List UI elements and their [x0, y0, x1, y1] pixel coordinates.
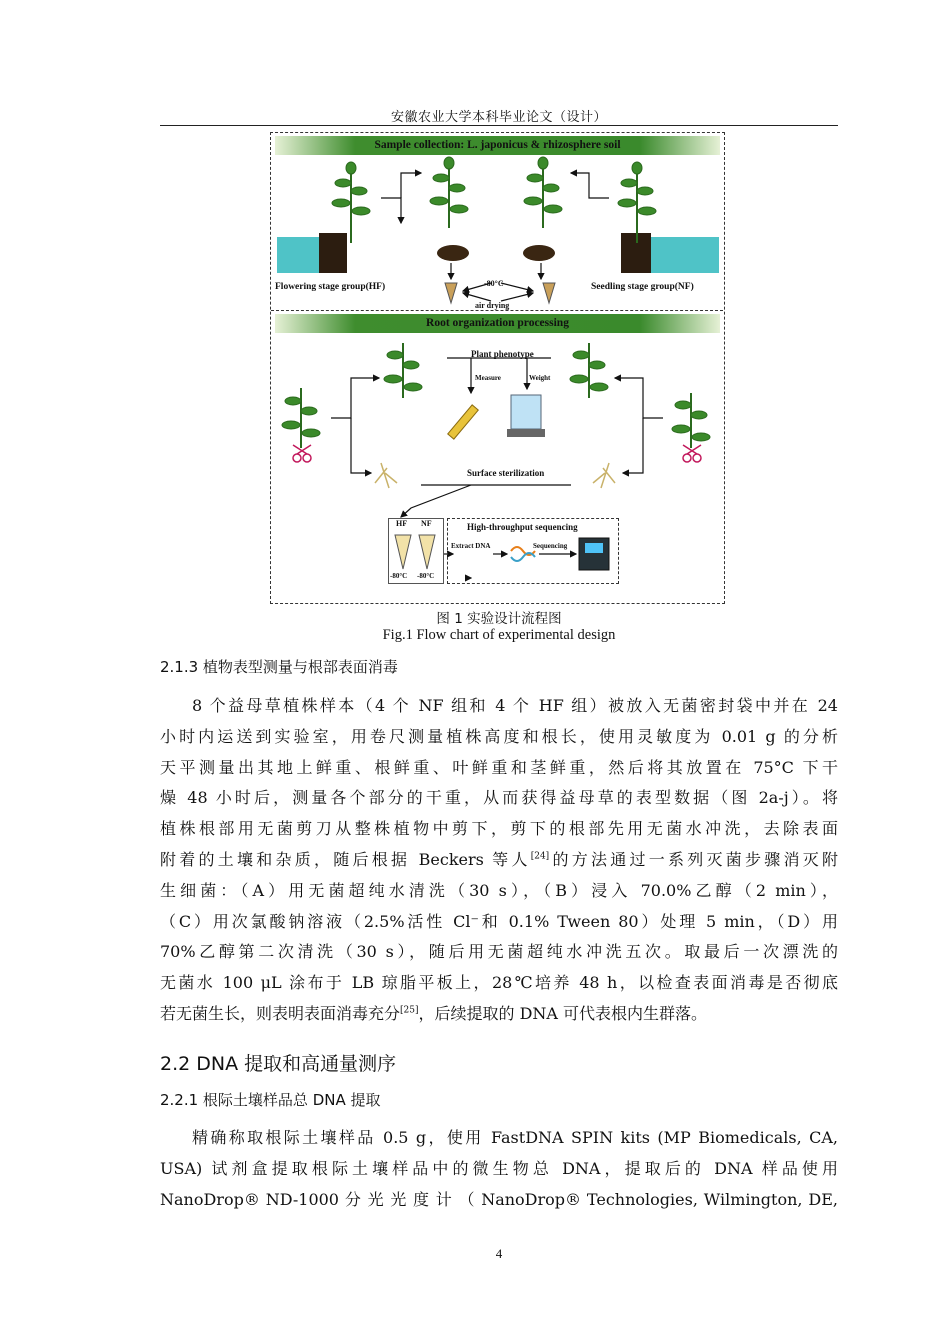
extract-dna-label: Extract DNA [451, 542, 491, 550]
text-line [160, 999, 838, 1030]
text-fragment: 的方法通过一系列灭菌步骤消灭附 [549, 849, 838, 869]
page-number: 4 [495, 1246, 503, 1261]
text-line: 天平测量出其地上鲜重、根鲜重、叶鲜重和茎鲜重，然后将其放置在 75°C 下干 [160, 757, 838, 777]
figure-section-sample-collection: Sample collection: L. japonicus & rhizosphere soil [275, 136, 720, 155]
tube-temp-label: -80°C [417, 572, 435, 580]
plant-icon-hf-2 [430, 157, 468, 228]
measure-label: Measure [475, 374, 501, 382]
ruler-icon [448, 405, 479, 439]
water-soil-right [621, 233, 719, 273]
paragraph-2-1-3 [160, 691, 838, 1030]
balance-icon [507, 395, 545, 437]
flowering-stage-label: Flowering stage group(HF) [275, 282, 386, 292]
plant-phenotype-label: Plant phenotype [471, 349, 534, 359]
text-fragment: 若无菌生长，则表明表面消毒充分 [160, 1003, 401, 1023]
section-heading-2-2-1: 2.2.1 根际土壤样品总 DNA 提取 [160, 1091, 381, 1109]
text-line: 8 个益母草植株样本（4 个 NF 组和 4 个 HF 组）被放入无菌密封袋中并在 24 [192, 696, 838, 715]
citation-24: [24] [530, 851, 550, 862]
plant-icon-hf-1 [332, 162, 370, 243]
plant-icon-nf-2 [618, 162, 656, 243]
text-line [160, 845, 838, 876]
plant-icon-top-left [384, 343, 422, 398]
text-fragment: ，后续提取的 DNA 可代表根内生群落。 [418, 1003, 708, 1023]
figure-1 [270, 132, 725, 604]
figure-caption-cn: 图 1 实验设计流程图 [436, 611, 562, 627]
header-rule [160, 125, 838, 126]
temperature-label: -80°C [484, 279, 504, 288]
text-line: 无菌水 100 μL 涂布于 LB 琼脂平板上，28℃培养 48 h，以检查表面消毒是否彻底 [160, 973, 838, 993]
soil-heap-icon [523, 245, 555, 261]
plant-icon-left [282, 388, 320, 448]
section-heading-2-1-3: 2.1.3 植物表型测量与根部表面消毒 [160, 658, 398, 676]
hf-tube-label: HF [396, 519, 408, 528]
section-heading-2-2: 2.2 DNA 提取和高通量测序 [160, 1053, 397, 1075]
text-line: 小时内运送到实验室，用卷尺测量植株高度和根长，使用灵敏度为 0.01 g 的分析 [160, 726, 838, 746]
tube-temp-label: -80°C [390, 572, 408, 580]
text-line: （C）用次氯酸钠溶液（2.5%活性 Cl⁻和 0.1% Tween 80）处理 5 min，（D）用 [160, 911, 838, 931]
paragraph-2-2-1 [160, 1123, 838, 1215]
weight-label: Weight [529, 374, 551, 382]
text-line: 燥 48 小时后，测量各个部分的干重，从而获得益母草的表型数据（图 2a-j）。将 [160, 788, 838, 808]
seedling-stage-label: Seedling stage group(NF) [591, 282, 694, 292]
plant-icon-nf-1 [524, 157, 562, 228]
text-fragment: 附着的土壤和杂质，随后根据 Beckers 等人 [160, 849, 531, 869]
sequencing-label: Sequencing [533, 542, 568, 550]
surface-sterilization-label: Surface sterilization [467, 468, 545, 478]
tube-icon [445, 283, 457, 303]
text-line: NanoDrop® ND-1000 分 光 光 度 计 （ NanoDrop® Technologies, Wilmington, DE, [160, 1189, 838, 1209]
figure-caption-en: Fig.1 Flow chart of experimental design [382, 627, 616, 643]
text-line: 70%乙醇第二次清洗（30 s），随后用无菌超纯水冲洗五次。取最后一次漂洗的 [160, 942, 838, 962]
text-line: 精确称取根际土壤样品 0.5 g，使用 FastDNA SPIN kits (MP Biomedicals, CA, [192, 1128, 838, 1147]
running-header: 安徽农业大学本科毕业论文（设计） [390, 109, 607, 124]
plant-icon-right [672, 393, 710, 448]
tube-icon [543, 283, 555, 303]
nf-tube-label: NF [421, 519, 432, 528]
text-line: USA) 试剂盒提取根际土壤样品中的微生物总 DNA，提取后的 DNA 样品使用 [160, 1158, 838, 1178]
hts-label: High-throughput sequencing [467, 522, 578, 532]
text-line: 生细菌：（A）用无菌超纯水清洗（30 s），（B）浸入 70.0%乙醇（2 min）， [160, 880, 838, 900]
soil-heap-icon [437, 245, 469, 261]
water-soil-left [277, 233, 347, 273]
citation-25: [25] [400, 1005, 419, 1016]
text-line: 植株根部用无菌剪刀从整株植物中剪下，剪下的根部先用无菌水冲洗，去除表面 [160, 819, 838, 839]
plant-icon-top-right [570, 343, 608, 398]
air-drying-label: air drying [475, 301, 510, 310]
figure-section-root-processing: Root organization processing [275, 314, 720, 333]
